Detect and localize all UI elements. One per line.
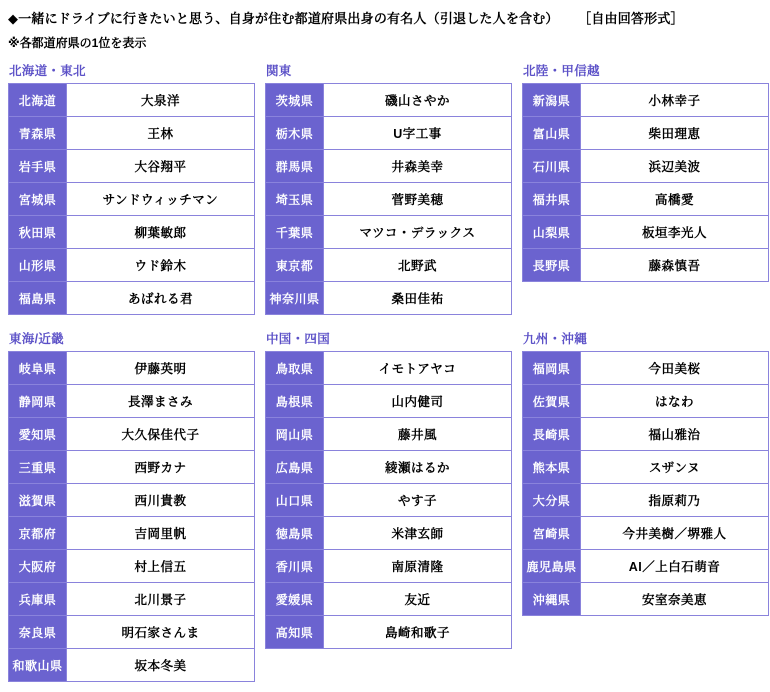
prefecture-cell: 大阪府 <box>9 550 67 583</box>
prefecture-cell: 熊本県 <box>523 451 581 484</box>
celebrity-cell: サンドウィッチマン <box>67 183 255 216</box>
table-row <box>9 150 255 183</box>
table-row <box>523 249 769 282</box>
table-row <box>523 583 769 616</box>
prefecture-table-body <box>523 352 769 616</box>
celebrity-cell: 小林幸子 <box>581 84 769 117</box>
prefecture-table <box>522 83 769 282</box>
region-heading: 北陸・甲信越 <box>523 64 600 78</box>
region-heading: 九州・沖縄 <box>523 332 588 346</box>
prefecture-cell: 山口県 <box>266 484 324 517</box>
prefecture-cell: 神奈川県 <box>266 282 324 315</box>
prefecture-cell: 鹿児島県 <box>523 550 581 583</box>
celebrity-cell: 藤井風 <box>324 418 512 451</box>
prefecture-table-body <box>9 352 255 682</box>
celebrity-cell: 島崎和歌子 <box>324 616 512 649</box>
celebrity-cell: イモトアヤコ <box>324 352 512 385</box>
region-group <box>265 329 512 649</box>
prefecture-cell: 和歌山県 <box>9 649 67 682</box>
table-row <box>9 484 255 517</box>
page-title <box>8 8 770 27</box>
celebrity-cell: 伊藤英明 <box>67 352 255 385</box>
table-row <box>523 150 769 183</box>
region-group <box>265 61 512 315</box>
celebrity-cell: 西野カナ <box>67 451 255 484</box>
table-row <box>523 84 769 117</box>
celebrity-cell: 王林 <box>67 117 255 150</box>
table-row <box>266 517 512 550</box>
celebrity-cell: 友近 <box>324 583 512 616</box>
celebrity-cell: スザンヌ <box>581 451 769 484</box>
table-row <box>266 84 512 117</box>
table-row <box>266 550 512 583</box>
celebrity-cell: 桑田佳祐 <box>324 282 512 315</box>
table-row <box>523 484 769 517</box>
region-group <box>522 329 769 616</box>
table-row <box>9 84 255 117</box>
region-heading: 関東 <box>266 64 292 78</box>
celebrity-cell: 柴田理恵 <box>581 117 769 150</box>
prefecture-cell: 大分県 <box>523 484 581 517</box>
prefecture-cell: 岐阜県 <box>9 352 67 385</box>
celebrity-cell: 村上信五 <box>67 550 255 583</box>
prefecture-cell: 静岡県 <box>9 385 67 418</box>
celebrity-cell: 井森美幸 <box>324 150 512 183</box>
prefecture-table-body <box>266 84 512 315</box>
prefecture-cell: 香川県 <box>266 550 324 583</box>
prefecture-cell: 東京都 <box>266 249 324 282</box>
table-row <box>523 418 769 451</box>
table-row <box>523 117 769 150</box>
table-row <box>266 117 512 150</box>
note-text: ※各都道府県の1位を表示 <box>8 36 147 50</box>
prefecture-table-body <box>266 352 512 649</box>
celebrity-cell: 指原莉乃 <box>581 484 769 517</box>
table-row <box>266 352 512 385</box>
prefecture-cell: 宮崎県 <box>523 517 581 550</box>
celebrity-cell: AI／上白石萌音 <box>581 550 769 583</box>
table-row <box>9 385 255 418</box>
celebrity-cell: 大久保佳代子 <box>67 418 255 451</box>
table-row <box>523 517 769 550</box>
prefecture-table-body <box>9 84 255 315</box>
table-row <box>9 451 255 484</box>
prefecture-cell: 富山県 <box>523 117 581 150</box>
celebrity-cell: やす子 <box>324 484 512 517</box>
celebrity-cell: 板垣李光人 <box>581 216 769 249</box>
celebrity-cell: 北川景子 <box>67 583 255 616</box>
table-row <box>266 216 512 249</box>
table-row <box>9 183 255 216</box>
celebrity-cell: 今井美樹／堺雅人 <box>581 517 769 550</box>
region-heading: 東海/近畿 <box>9 332 64 346</box>
prefecture-cell: 長野県 <box>523 249 581 282</box>
title-text: ◆一緒にドライブに行きたいと思う、自身が住む都道府県出身の有名人（引退した人を含む） <box>8 11 559 26</box>
prefecture-cell: 宮城県 <box>9 183 67 216</box>
celebrity-cell: マツコ・デラックス <box>324 216 512 249</box>
table-row <box>266 616 512 649</box>
table-row <box>266 418 512 451</box>
prefecture-cell: 高知県 <box>266 616 324 649</box>
celebrity-cell: 米津玄師 <box>324 517 512 550</box>
celebrity-cell: 南原清隆 <box>324 550 512 583</box>
prefecture-cell: 三重県 <box>9 451 67 484</box>
table-row <box>523 550 769 583</box>
celebrity-cell: 北野武 <box>324 249 512 282</box>
prefecture-cell: 沖縄県 <box>523 583 581 616</box>
prefecture-cell: 北海道 <box>9 84 67 117</box>
prefecture-cell: 茨城県 <box>266 84 324 117</box>
celebrity-cell: 大泉洋 <box>67 84 255 117</box>
prefecture-cell: 福島県 <box>9 282 67 315</box>
prefecture-cell: 長崎県 <box>523 418 581 451</box>
table-row <box>9 352 255 385</box>
prefecture-cell: 奈良県 <box>9 616 67 649</box>
table-row <box>266 484 512 517</box>
table-row <box>9 649 255 682</box>
celebrity-cell: 長澤まさみ <box>67 385 255 418</box>
celebrity-cell: 安室奈美恵 <box>581 583 769 616</box>
prefecture-table <box>522 351 769 616</box>
groups-grid <box>8 61 770 682</box>
celebrity-cell: 藤森慎吾 <box>581 249 769 282</box>
prefecture-cell: 山形県 <box>9 249 67 282</box>
prefecture-cell: 島根県 <box>266 385 324 418</box>
table-row <box>9 249 255 282</box>
prefecture-cell: 愛知県 <box>9 418 67 451</box>
table-row <box>266 282 512 315</box>
prefecture-cell: 滋賀県 <box>9 484 67 517</box>
prefecture-table <box>8 351 255 682</box>
celebrity-cell: 菅野美穂 <box>324 183 512 216</box>
celebrity-cell: 大谷翔平 <box>67 150 255 183</box>
prefecture-cell: 埼玉県 <box>266 183 324 216</box>
prefecture-cell: 石川県 <box>523 150 581 183</box>
celebrity-cell: 今田美桜 <box>581 352 769 385</box>
prefecture-cell: 群馬県 <box>266 150 324 183</box>
prefecture-cell: 広島県 <box>266 451 324 484</box>
region-group <box>8 329 255 682</box>
celebrity-cell: 綾瀬はるか <box>324 451 512 484</box>
table-row <box>523 183 769 216</box>
celebrity-cell: 高橋愛 <box>581 183 769 216</box>
celebrity-cell: 磯山さやか <box>324 84 512 117</box>
celebrity-cell: 明石家さんま <box>67 616 255 649</box>
prefecture-cell: 岡山県 <box>266 418 324 451</box>
prefecture-cell: 愛媛県 <box>266 583 324 616</box>
table-row <box>9 216 255 249</box>
table-row <box>266 451 512 484</box>
table-row <box>523 216 769 249</box>
prefecture-cell: 兵庫県 <box>9 583 67 616</box>
region-heading: 中国・四国 <box>266 332 331 346</box>
table-row <box>523 385 769 418</box>
region-group <box>522 61 769 282</box>
table-row <box>9 517 255 550</box>
prefecture-cell: 徳島県 <box>266 517 324 550</box>
celebrity-cell: 坂本冬美 <box>67 649 255 682</box>
table-row <box>9 616 255 649</box>
prefecture-cell: 栃木県 <box>266 117 324 150</box>
celebrity-cell: はなわ <box>581 385 769 418</box>
region-group <box>8 61 255 315</box>
prefecture-cell: 福岡県 <box>523 352 581 385</box>
table-row <box>9 418 255 451</box>
table-row <box>9 583 255 616</box>
prefecture-table <box>265 351 512 649</box>
table-row <box>266 583 512 616</box>
celebrity-cell: 山内健司 <box>324 385 512 418</box>
table-row <box>523 451 769 484</box>
region-heading: 北海道・東北 <box>9 64 86 78</box>
prefecture-table <box>8 83 255 315</box>
prefecture-cell: 新潟県 <box>523 84 581 117</box>
prefecture-cell: 秋田県 <box>9 216 67 249</box>
title-format-label: ［自由回答形式］ <box>584 11 684 26</box>
celebrity-cell: 福山雅治 <box>581 418 769 451</box>
celebrity-cell: 浜辺美波 <box>581 150 769 183</box>
table-row <box>266 249 512 282</box>
prefecture-cell: 青森県 <box>9 117 67 150</box>
table-row <box>9 550 255 583</box>
table-row <box>9 282 255 315</box>
celebrity-cell: あばれる君 <box>67 282 255 315</box>
prefecture-table <box>265 83 512 315</box>
table-row <box>266 150 512 183</box>
prefecture-cell: 福井県 <box>523 183 581 216</box>
prefecture-cell: 京都府 <box>9 517 67 550</box>
prefecture-cell: 千葉県 <box>266 216 324 249</box>
prefecture-table-body <box>523 84 769 282</box>
prefecture-cell: 佐賀県 <box>523 385 581 418</box>
celebrity-cell: 吉岡里帆 <box>67 517 255 550</box>
prefecture-cell: 岩手県 <box>9 150 67 183</box>
table-row <box>523 352 769 385</box>
prefecture-cell: 鳥取県 <box>266 352 324 385</box>
celebrity-cell: U字工事 <box>324 117 512 150</box>
celebrity-cell: ウド鈴木 <box>67 249 255 282</box>
table-row <box>9 117 255 150</box>
celebrity-cell: 柳葉敏郎 <box>67 216 255 249</box>
table-row <box>266 183 512 216</box>
table-row <box>266 385 512 418</box>
prefecture-cell: 山梨県 <box>523 216 581 249</box>
celebrity-cell: 西川貴教 <box>67 484 255 517</box>
